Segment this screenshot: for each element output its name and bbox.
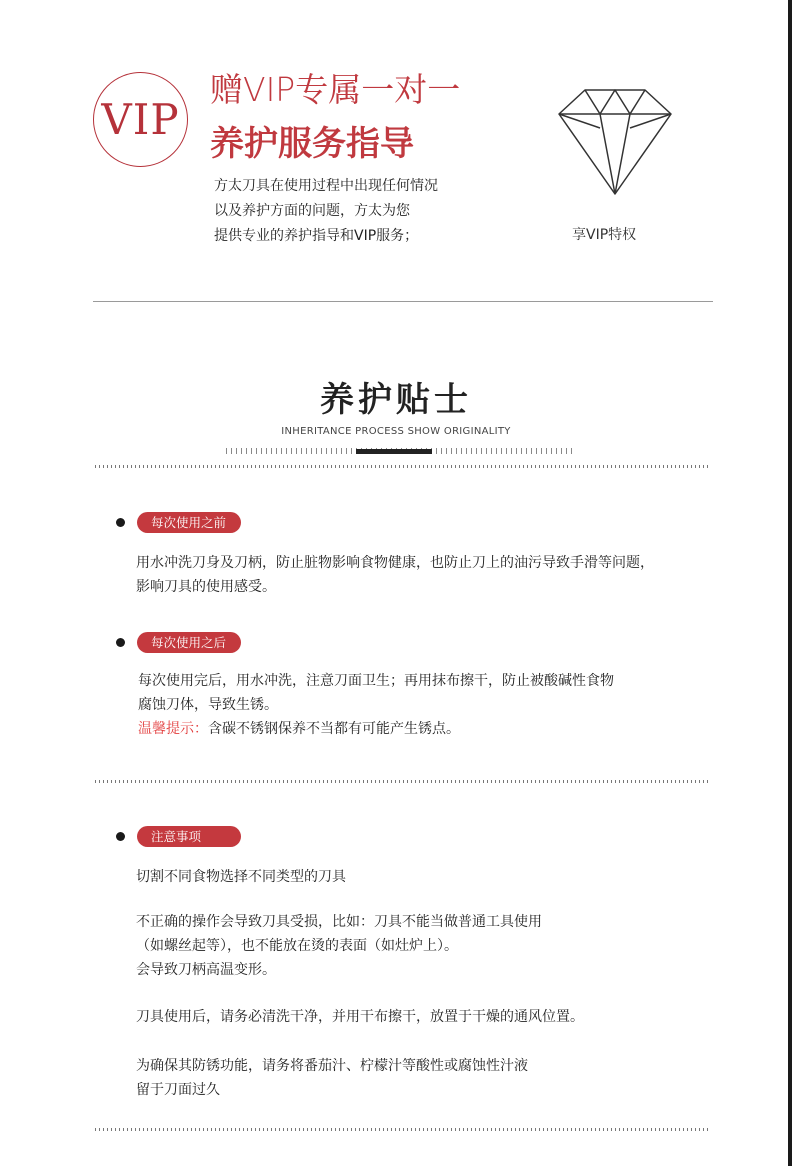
header-description-line: 提供专业的养护指导和VIP服务； bbox=[214, 228, 419, 244]
warm-tip-label: 温馨提示： bbox=[138, 721, 208, 737]
notes-p4-line: 为确保其防锈功能，请务将番茄汁、柠檬汁等酸性或腐蚀性汁液 bbox=[136, 1058, 528, 1074]
bullet-dot bbox=[116, 518, 125, 527]
dotted-divider bbox=[95, 1128, 710, 1131]
notes-p1: 切割不同食物选择不同类型的刀具 bbox=[136, 869, 346, 885]
bullet-dot bbox=[116, 638, 125, 647]
after-use-text bbox=[138, 669, 614, 741]
header-description-line: 以及养护方面的问题，方太为您 bbox=[214, 203, 410, 219]
header-description bbox=[214, 174, 438, 249]
notes-p3: 刀具使用后，请务必清洗干净，并用干布擦干，放置于干燥的通风位置。 bbox=[136, 1009, 584, 1025]
dotted-divider bbox=[95, 465, 710, 468]
header-line2: 养护服务指导 bbox=[210, 124, 414, 164]
vip-privilege-label: 享VIP特权 bbox=[572, 227, 637, 243]
notes-p4 bbox=[136, 1054, 528, 1102]
header-line1: 赠VIP专属一对一 bbox=[210, 70, 461, 109]
page-right-border bbox=[788, 0, 792, 1166]
diamond-icon bbox=[555, 88, 675, 198]
warm-tip-text: 含碳不锈钢保养不当都有可能产生锈点。 bbox=[208, 721, 460, 737]
warm-tip bbox=[138, 717, 614, 741]
notes-p2-line: （如螺丝起等），也不能放在烫的表面（如灶炉上）。 bbox=[136, 938, 458, 954]
before-use-text bbox=[136, 551, 654, 599]
notes-p2-line: 会导致刀柄高温变形。 bbox=[136, 962, 276, 978]
header-description-line: 方太刀具在使用过程中出现任何情况 bbox=[214, 178, 438, 194]
tag-after-use: 每次使用之后 bbox=[137, 632, 241, 653]
tag-before-use: 每次使用之前 bbox=[137, 512, 241, 533]
bullet-dot bbox=[116, 832, 125, 841]
tag-notes: 注意事项 bbox=[137, 826, 241, 847]
dotted-divider bbox=[95, 780, 710, 783]
before-use-line: 影响刀具的使用感受。 bbox=[136, 579, 276, 595]
title-underline-bar bbox=[356, 449, 432, 454]
vip-badge-text: VIP bbox=[101, 94, 180, 144]
notes-p2 bbox=[136, 910, 542, 982]
notes-p2-line: 不正确的操作会导致刀具受损，比如：刀具不能当做普通工具使用 bbox=[136, 914, 542, 930]
vip-badge bbox=[93, 72, 188, 167]
before-use-line: 用水冲洗刀身及刀柄，防止脏物影响食物健康，也防止刀上的油污导致手滑等问题， bbox=[136, 555, 654, 571]
section-title: 养护贴士 bbox=[320, 380, 472, 420]
notes-p4-line: 留于刀面过久 bbox=[136, 1082, 220, 1098]
section-subtitle: INHERITANCE PROCESS SHOW ORIGINALITY bbox=[281, 426, 511, 437]
after-use-line: 腐蚀刀体，导致生锈。 bbox=[138, 697, 278, 713]
after-use-line: 每次使用完后，用水冲洗，注意刀面卫生；再用抹布擦干，防止被酸碱性食物 bbox=[138, 673, 614, 689]
header-divider bbox=[93, 301, 713, 302]
